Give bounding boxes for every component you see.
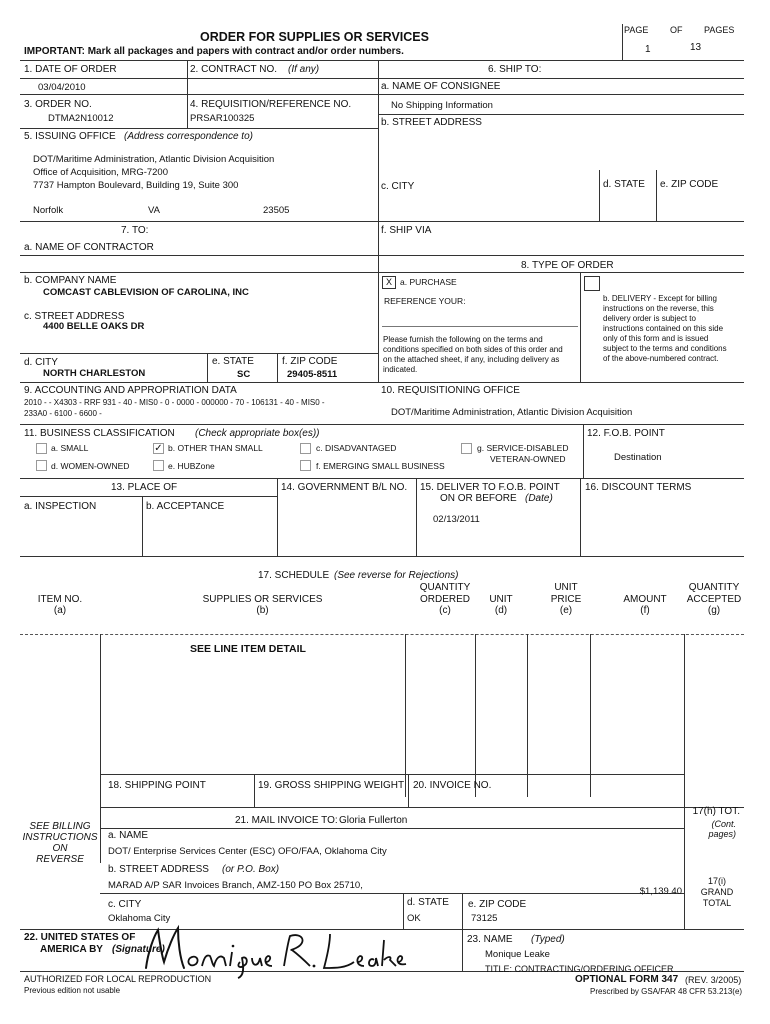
contract-no-note: (If any) [288,64,320,75]
government-bl-label: 14. GOVERNMENT B/L NO. [281,482,408,493]
ship-zip-label: e. ZIP CODE [660,179,719,190]
hubzone-checkbox[interactable] [153,460,164,471]
authorized-reproduction: AUTHORIZED FOR LOCAL REPRODUCTION [24,974,212,984]
place-of-label: 13. PLACE OF [111,482,178,493]
officer-title: TITLE: CONTRACTING/ORDERING OFFICER [485,964,674,974]
issuing-office-line1: DOT/Maritime Administration, Atlantic Division Acquisition [33,154,275,165]
issuing-office-state: VA [148,205,160,216]
contractor-street-value: 4400 BELLE OAKS DR [43,321,145,332]
accounting-line2: 233A0 - 6100 - 6600 - [24,409,102,418]
invoice-state-label: d. STATE [407,897,449,908]
requisitioning-office-label: 10. REQUISITIONING OFFICE [381,385,520,396]
invoice-name-label: a. NAME [108,830,149,841]
shipping-point-label: 18. SHIPPING POINT [108,780,206,791]
col-accepted-letter: (g) [707,605,721,616]
col-quantity-2: ORDERED [419,594,470,605]
signature-drawing [140,922,410,980]
contractor-street-label: c. STREET ADDRESS [24,311,125,322]
accounting-label: 9. ACCOUNTING AND APPROPRIATION DATA [24,385,237,396]
contractor-state-label: e. STATE [212,356,254,367]
col-unit-price-letter: (e) [559,605,573,616]
requisition-value: PRSAR100325 [190,113,255,124]
business-classification-label: 11. BUSINESS CLASSIFICATION [24,428,175,439]
col-unit-price-1: UNIT [554,582,578,593]
other-than-small-label: b. OTHER THAN SMALL [168,443,263,453]
prescribed-by: Prescribed by GSA/FAR 48 CFR 53.213(e) [590,987,743,996]
invoice-city-value: Oklahoma City [108,913,171,924]
invoice-street-label: b. STREET ADDRESS [108,864,209,875]
accounting-line1: 2010 - - X4303 - RRF 931 - 40 - MIS0 - 0 - 0000 - 000000 - 70 - 106131 - 40 - MIS0 - [24,398,325,407]
date-of-order-label: 1. DATE OF ORDER [24,64,117,75]
page-label: PAGE [624,25,649,35]
consignee-label: a. NAME OF CONSIGNEE [381,81,501,92]
mail-invoice-to-value: Gloria Fullerton [339,815,408,826]
col-accepted-1: QUANTITY [688,582,740,593]
issuing-office-note: (Address correspondence to) [124,131,253,142]
schedule-note: (See reverse for Rejections) [334,570,459,581]
invoice-street-value: MARAD A/P SAR Invoices Branch, AMZ-150 PO Box 25710, [108,880,363,891]
type-of-order-label: 8. TYPE OF ORDER [521,260,614,271]
requisition-label: 4. REQUISITION/REFERENCE NO. [190,99,352,110]
ship-to-label: 6. SHIP TO: [488,64,542,75]
grand-total-label-2: TOTAL [702,898,732,908]
company-name-value: COMCAST CABLEVISION OF CAROLINA, INC [43,287,249,298]
tot-cont: (Cont. [711,819,736,829]
date-of-order-value: 03/04/2010 [38,82,86,93]
purchase-mark: X [385,277,392,287]
col-supplies: SUPPLIES OR SERVICES [202,594,323,605]
delivery-checkbox[interactable] [584,276,600,291]
col-quantity-1: QUANTITY [419,582,471,593]
consignee-value: No Shipping Information [391,100,493,111]
form-revision: (REV. 3/2005) [685,975,742,985]
issuing-office-label: 5. ISSUING OFFICE [24,131,116,142]
contractor-zip-label: f. ZIP CODE [282,356,338,367]
service-disabled-checkbox[interactable] [461,443,472,454]
grand-total-amount: $1,139.40 [639,886,682,897]
emerging-small-business-label: f. EMERGING SMALL BUSINESS [316,461,445,471]
contractor-zip-value: 29405-8511 [287,369,338,380]
col-amount-letter: (f) [640,605,650,616]
small-label: a. SMALL [51,443,89,453]
contractor-name-label: a. NAME OF CONTRACTOR [24,242,154,253]
contract-no-label: 2. CONTRACT NO. [190,64,278,75]
col-item-no: ITEM NO. [37,594,83,605]
discount-terms-label: 16. DISCOUNT TERMS [585,482,692,493]
disadvantaged-label: c. DISADVANTAGED [316,443,397,453]
purchase-label: a. PURCHASE [400,277,457,287]
business-classification-note: (Check appropriate box(es)) [195,428,320,439]
disadvantaged-checkbox[interactable] [300,443,311,454]
contractor-city-value: NORTH CHARLESTON [43,368,146,379]
small-checkbox[interactable] [36,443,47,454]
important-notice: IMPORTANT: Mark all packages and papers with contract and/or order numbers. [24,46,404,57]
total-pages: 13 [690,42,702,53]
issuing-office-line3: 7737 Hampton Boulevard, Building 19, Suite 300 [33,180,239,191]
other-than-small-checkbox[interactable] [153,443,164,454]
col-amount: AMOUNT [623,594,667,605]
women-owned-checkbox[interactable] [36,460,47,471]
service-disabled-label: g. SERVICE-DISABLED [477,443,569,453]
order-form-page: PAGE OF PAGES 1 13 ORDER FOR SUPPLIES OR SERVICES IMPORTANT: Mark all packages and papers with contract and/or order numbers. 1. DATE OF ORDER 03/04/2010 2. CONTRACT NO. (If any) 3. ORDER NO. DTMA2N10012 4. REQUISITION/REFERENCE NO. PRSAR100325 5. ISSUING OFFICE (Address correspondence to) DOT/Maritime Administration, Atlantic Division Acquisition Office of Acquisition, MRG-7200 7737 Hampton Boulevard, Building 19, Suite 300 Norfolk VA 23505 6. SHIP TO: a. NAME OF CONSIGNEE No Shipping Information b. STREET ADDRESS c. CITY d. STATE e. ZIP CODE f. SHIP VIA 7. TO: a. NAME OF CONTRACTOR b. COMPANY NAME COMCAST CABLEVISION OF CAROLINA, INC c. STREET ADDRESS 4400 BELLE OAKS DR d. CITY NORTH CHARLESTON e. STATE SC f. ZIP CODE 29405-8511 8. TYPE OF ORDER X a. PURCHASE REFERENCE YOUR: Please furnish the following on the terms and conditions specified on both sides of this order and on the attached sheet, if any, including delivery as indicated. b. DELIVERY - Except for billing instructions on the reverse, this delivery order is subject to instructions contained on this side only of this form and is issued subject to the terms and conditions of the above-numbered contract. 9. ACCOUNTING AND APPROPRIATION DATA 2010 - - X4303 - RRF 931 - 40 - MIS0 - 0 - 0000 - 000000 - 70 - 106131 - 40 - MIS0 - 233A0 - 6100 - 6600 - 10. REQUISITIONING OFFICE DOT/Maritime Administration, Atlantic Division Acquisition 11. BUSINESS CLASSIFICATION (Check appropriate box(es)) a. SMALL ✓ b. OTHER THAN SMALL c. DISADVANTAGED g. SERVICE-DISABLED VETERAN-OWNED d. WOMEN-OWNED e. HUBZone f. EMERGING SMALL BUSINESS 12. F.O.B. POINT Destination 13. PLACE OF a. INSPECTION b. ACCEPTANCE 14. GOVERNMENT B/L NO. 15. DELIVER TO F.O.B. POINT ON OR BEFORE (Date) 02/13/2011 16. DISCOUNT TERMS 17. SCHEDULE (See reverse for Rejections) ITEM NO. (a) SUPPLIES OR SERVICES (b) QUANTITY ORDERED (c) UNIT (d) UNIT PRICE (e) AMOUNT (f) QUANTITY ACCEPTED (g) SEE LINE ITEM DETAIL 18. SHIPPING POINT 19. GROSS SHIPPING WEIGHT 20. INVOICE NO. 21. MAIL INVOICE TO: Gloria Fullerton a. NAME DOT/ Enterprise Services Center (ESC) OFO/FAA, Oklahoma City b. STREET ADDRESS (or P.O. Box) MARAD A/P SAR Invoices Branch, AMZ-150 PO Box 25710, c. CITY Oklahoma City d. STATE OK e. ZIP CODE 73125 SEE BILLING INSTRUCTIONS ON REVERSE 17(h) TOT. (Cont. pages) 17(i) GRAND TOTAL $1,139.40 22. UNITED STATES OF AMERICA BY (Signature) 23. NAME (Typed) Monique Leake TITLE: CONTRACTING/ORDERING OFFICER AUTHORIZED FOR LOCAL REPRODUCTION Previous edition not usable OPTIONAL FORM 347 (REV. 3/2005) Prescribed by GSA/FAR 48 CFR 53.213(e) [0,0,770,1024]
issuing-office-zip: 23505 [263,205,290,216]
page-number: 1 [645,44,651,55]
issuing-office-city: Norfolk [33,205,64,216]
gross-weight-label: 19. GROSS SHIPPING WEIGHT [258,780,405,791]
col-unit: UNIT [489,594,513,605]
hubzone-label: e. HUBZone [168,461,215,471]
form-number: OPTIONAL FORM 347 [575,974,679,985]
typed-name-value: Monique Leake [485,949,550,960]
emerging-small-business-checkbox[interactable] [300,460,311,471]
col-accepted-2: ACCEPTED [686,594,742,605]
united-states-label: 22. UNITED STATES OF [24,932,136,943]
invoice-city-label: c. CITY [108,899,142,910]
fob-point-value: Destination [614,452,662,463]
issuing-office-line2: Office of Acquisition, MRG-7200 [33,167,168,178]
to-label: 7. TO: [121,225,149,236]
signature-label: (Signature) [112,944,165,955]
contractor-state-value: SC [237,369,251,380]
veteran-owned-label: VETERAN-OWNED [490,454,566,464]
tot-label: 17(h) TOT. [692,806,740,817]
col-item-no-letter: (a) [53,605,67,616]
previous-edition: Previous edition not usable [24,986,121,995]
invoice-state-value: OK [407,913,421,924]
grand-total-label: GRAND [700,887,734,897]
acceptance-label: b. ACCEPTANCE [146,501,225,512]
grand-total-17i: 17(i) [707,876,726,886]
col-quantity-letter: (c) [439,605,451,616]
invoice-name-value: DOT/ Enterprise Services Center (ESC) OFO/FAA, Oklahoma City [108,846,387,857]
signature [140,922,410,980]
order-no-label: 3. ORDER NO. [24,99,92,110]
requisitioning-office-value: DOT/Maritime Administration, Atlantic Division Acquisition [391,407,633,418]
on-or-before-label: ON OR BEFORE [440,493,517,504]
deliver-fob-label: 15. DELIVER TO F.O.B. POINT [420,482,560,493]
typed-name-note: (Typed) [531,934,565,945]
ship-street-label: b. STREET ADDRESS [381,117,482,128]
purchase-checkbox[interactable] [382,276,396,289]
reference-your-label: REFERENCE YOUR: [384,296,466,306]
invoice-street-note: (or P.O. Box) [222,864,280,875]
ship-city-label: c. CITY [381,181,415,192]
ship-via-label: f. SHIP VIA [381,225,432,236]
inspection-label: a. INSPECTION [24,501,97,512]
order-no-value: DTMA2N10012 [48,113,114,124]
invoice-no-label: 20. INVOICE NO. [413,780,492,791]
fob-point-label: 12. F.O.B. POINT [587,428,665,439]
col-unit-price-2: PRICE [550,594,582,605]
form-title: ORDER FOR SUPPLIES OR SERVICES [200,30,429,44]
col-supplies-letter: (b) [256,605,269,616]
tot-pages: pages) [708,829,736,839]
company-name-label: b. COMPANY NAME [24,275,117,286]
pages-label: PAGES [704,25,735,35]
date-note: (Date) [525,493,553,504]
invoice-zip-label: e. ZIP CODE [468,899,527,910]
contractor-city-label: d. CITY [24,357,58,368]
america-by-label: AMERICA BY [40,944,103,955]
ship-state-label: d. STATE [603,179,645,190]
check-icon: ✓ [154,443,163,454]
line-item-detail: SEE LINE ITEM DETAIL [190,643,306,655]
deliver-date-value: 02/13/2011 [433,514,480,525]
schedule-title: 17. SCHEDULE [258,570,330,581]
women-owned-label: d. WOMEN-OWNED [51,461,130,471]
invoice-zip-value: 73125 [471,913,498,924]
col-unit-letter: (d) [494,605,508,616]
of-label: OF [670,25,683,35]
typed-name-label: 23. NAME [467,934,513,945]
mail-invoice-label: 21. MAIL INVOICE TO: [235,815,338,826]
